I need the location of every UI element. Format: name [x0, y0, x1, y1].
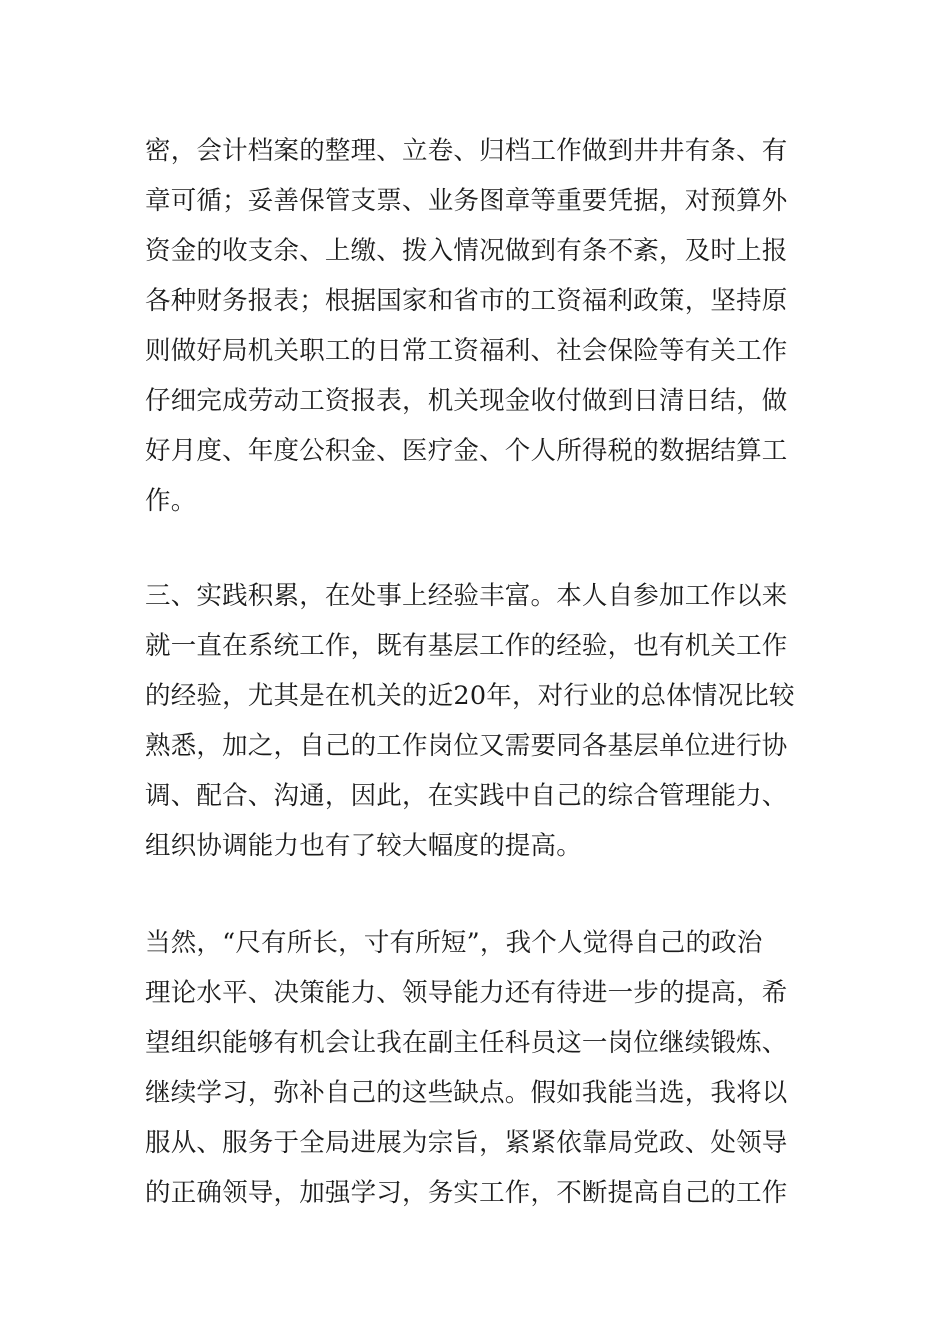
text-line: 调、配合、沟通，因此，在实践中自己的综合管理能力、	[145, 781, 788, 811]
text-line: 好月度、年度公积金、医疗金、个人所得税的数据结算工	[145, 436, 788, 466]
paragraph-practical-experience	[145, 571, 810, 871]
text-line: 密，会计档案的整理、立卷、归档工作做到井井有条、有	[145, 136, 788, 166]
text-line: 继续学习，弥补自己的这些缺点。假如我能当选，我将以	[145, 1078, 788, 1108]
text-line: 的经验，尤其是在机关的近20年，对行业的总体情况比较	[145, 681, 795, 711]
text-line: 服从、服务于全局进展为宗旨，紧紧依靠局党政、处领导	[145, 1128, 788, 1158]
text-line: 的正确领导，加强学习，务实工作，不断提高自己的工作	[145, 1178, 788, 1208]
text-line: 资金的收支余、上缴、拨入情况做到有条不紊，及时上报	[145, 236, 788, 266]
text-line: 各种财务报表；根据国家和省市的工资福利政策，坚持原	[145, 286, 788, 316]
text-line: 作。	[145, 486, 197, 516]
text-line: 理论水平、决策能力、领导能力还有待进一步的提高，希	[145, 978, 788, 1008]
paragraph-financial-duties	[145, 126, 810, 526]
text-line: 章可循；妥善保管支票、业务图章等重要凭据，对预算外	[145, 186, 788, 216]
text-line: 三、实践积累，在处事上经验丰富。本人自参加工作以来	[145, 581, 788, 611]
text-line: 熟悉，加之，自己的工作岗位又需要同各基层单位进行协	[145, 731, 788, 761]
text-line: 望组织能够有机会让我在副主任科员这一岗位继续锻炼、	[145, 1028, 788, 1058]
text-line: 则做好局机关职工的日常工资福利、社会保险等有关工作	[145, 336, 788, 366]
text-line: 组织协调能力也有了较大幅度的提高。	[145, 831, 582, 861]
paragraph-self-assessment	[145, 918, 810, 1218]
text-line: 当然，“尺有所长，寸有所短”，我个人觉得自己的政治	[145, 928, 763, 958]
text-line: 仔细完成劳动工资报表，机关现金收付做到日清日结，做	[145, 386, 788, 416]
text-line: 就一直在系统工作，既有基层工作的经验，也有机关工作	[145, 631, 788, 661]
